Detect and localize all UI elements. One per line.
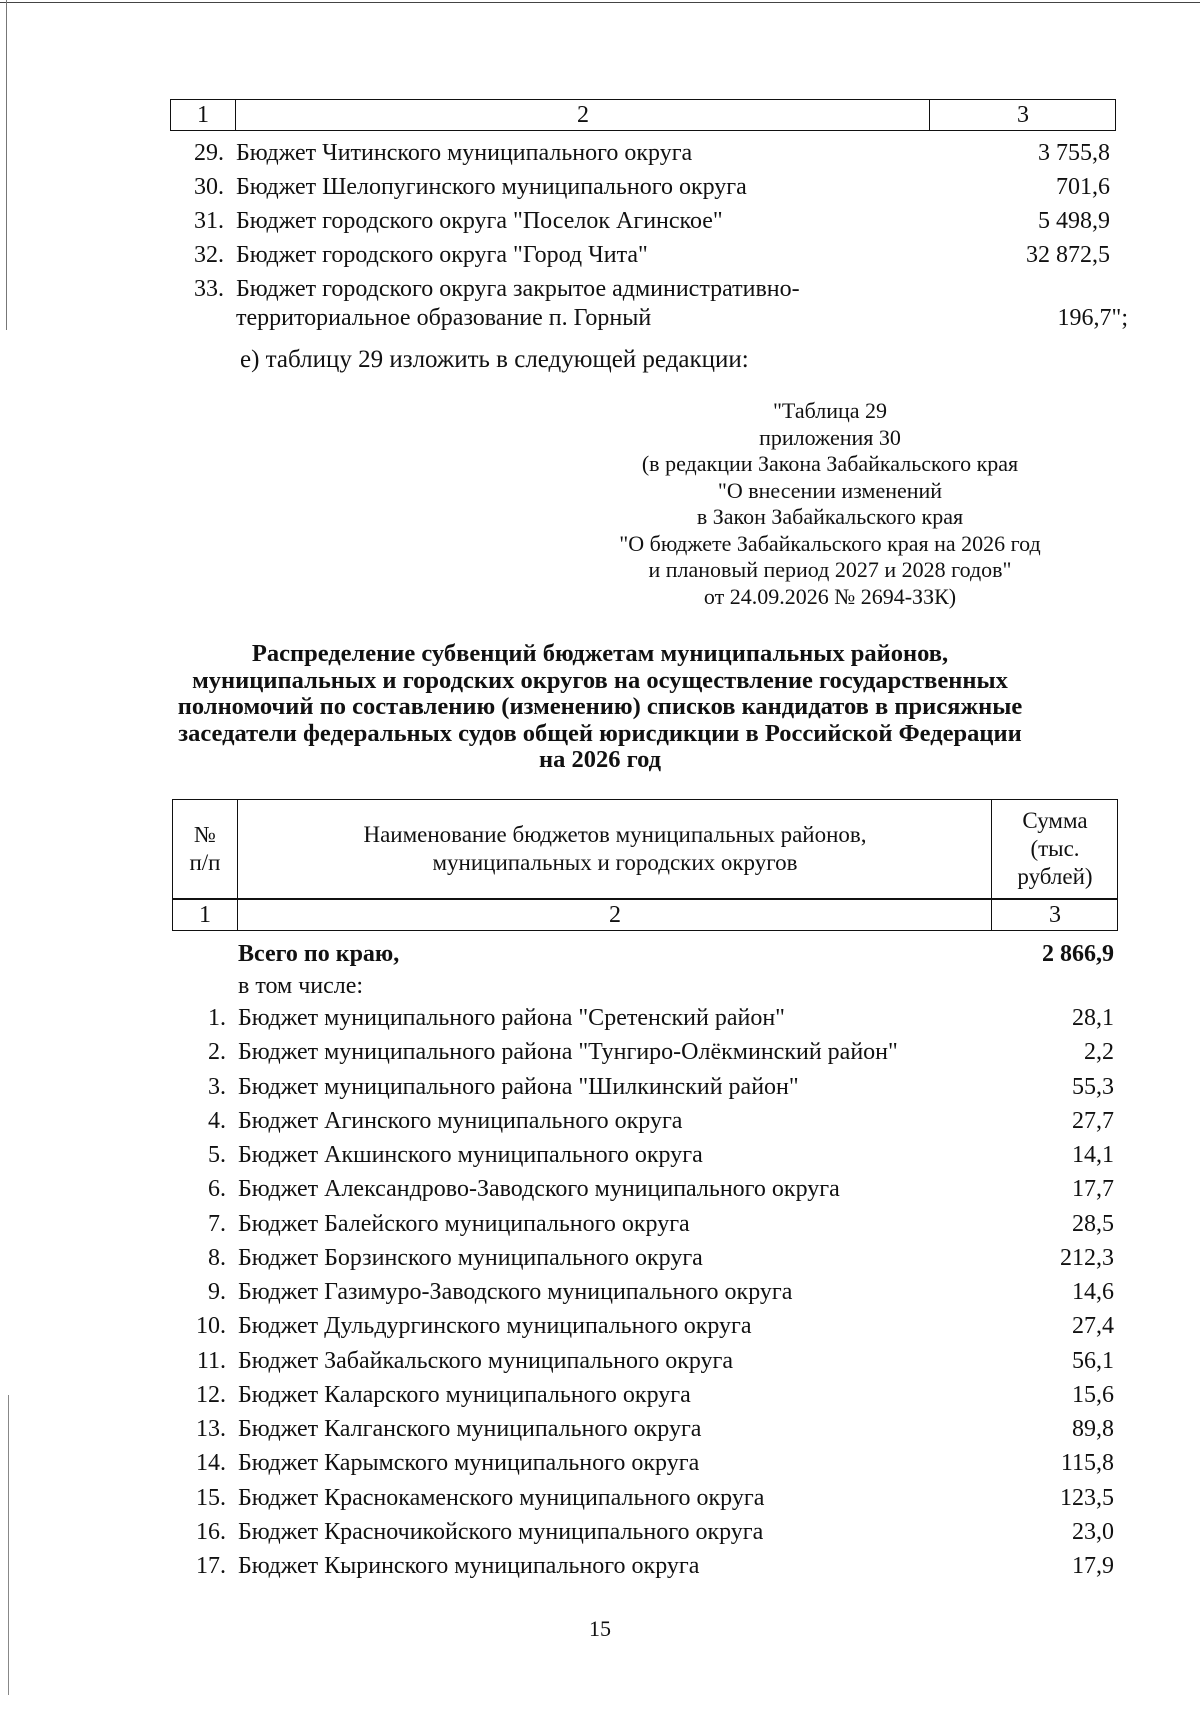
top-table-header bbox=[170, 99, 1116, 131]
header-cell: 3 bbox=[929, 100, 1116, 130]
instruction-text: е) таблицу 29 изложить в следующей редакции: bbox=[240, 346, 749, 373]
row-name: Бюджет Читинского муниципального округа bbox=[236, 140, 693, 166]
total-row bbox=[172, 938, 1114, 970]
caption-line: "Таблица 29 bbox=[772, 398, 888, 423]
table-row bbox=[172, 1105, 1114, 1137]
row-name: Бюджет Кыринского муниципального округа bbox=[238, 1553, 700, 1579]
header-cell: 2 bbox=[237, 900, 992, 930]
row-value: 14,1 bbox=[1072, 1142, 1114, 1168]
header-text: Наименование бюджетов муниципальных районов, bbox=[363, 822, 867, 847]
row-number: 15. bbox=[196, 1484, 226, 1511]
table-row bbox=[172, 1002, 1114, 1034]
document-title bbox=[150, 641, 1050, 774]
row-name: Бюджет Борзинского муниципального округа bbox=[238, 1244, 703, 1271]
row-number: 2. bbox=[208, 1039, 226, 1066]
header-text: муниципальных и городских округов bbox=[432, 850, 798, 875]
row-number: 17. bbox=[196, 1553, 226, 1579]
row-name: Бюджет городского округа "Поселок Агинское" bbox=[236, 208, 723, 234]
scan-edge-line bbox=[6, 0, 7, 330]
page-number: 15 bbox=[589, 1616, 611, 1641]
caption-line: (в редакции Закона Забайкальского края bbox=[641, 451, 1019, 476]
row-value: 23,0 bbox=[1072, 1518, 1114, 1545]
row-value: 115,8 bbox=[1060, 1450, 1114, 1477]
table-row bbox=[170, 273, 1110, 305]
title-line: полномочий по составлению (изменению) списков кандидатов в присяжные bbox=[177, 693, 1023, 720]
row-value: 2,2 bbox=[1084, 1039, 1114, 1066]
table-row bbox=[172, 1276, 1114, 1308]
table-row bbox=[172, 1413, 1114, 1445]
row-number: 8. bbox=[208, 1244, 226, 1271]
including-row bbox=[172, 972, 1114, 1000]
total-label: Всего по краю, bbox=[238, 941, 400, 967]
table-row bbox=[170, 205, 1110, 237]
row-value: 701,6 bbox=[1056, 174, 1110, 200]
caption-line: от 24.09.2026 № 2694-ЗЗК) bbox=[703, 583, 957, 609]
row-value: 3 755,8 bbox=[1038, 140, 1110, 166]
table-row bbox=[170, 137, 1110, 169]
row-name: Бюджет Дульдургинского муниципального округа bbox=[238, 1313, 752, 1340]
total-value: 2 866,9 bbox=[1042, 941, 1114, 967]
header-cell-name bbox=[237, 800, 992, 898]
row-value: 17,7 bbox=[1072, 1176, 1114, 1203]
table-row bbox=[172, 1482, 1114, 1514]
caption-line: в Закон Забайкальского края bbox=[696, 504, 964, 529]
row-number: 13. bbox=[196, 1416, 226, 1442]
row-value: 55,3 bbox=[1072, 1073, 1114, 1100]
table-row bbox=[170, 171, 1110, 203]
row-value: 196,7"; bbox=[1057, 305, 1128, 331]
header-text: п/п bbox=[189, 850, 221, 875]
title-line: муниципальных и городских округов на осуществление государственных bbox=[192, 666, 1008, 694]
row-number: 16. bbox=[196, 1518, 226, 1545]
header-cell: 1 bbox=[197, 102, 209, 128]
row-number: 29. bbox=[194, 140, 224, 166]
table-row bbox=[172, 1310, 1114, 1342]
table-row bbox=[172, 1516, 1114, 1548]
table-row bbox=[172, 1036, 1114, 1068]
scan-edge-line bbox=[0, 2, 1200, 3]
row-value: 14,6 bbox=[1072, 1279, 1114, 1305]
row-name: Бюджет Каларского муниципального округа bbox=[238, 1381, 691, 1408]
row-value: 28,1 bbox=[1072, 1005, 1114, 1031]
header-cell-sum bbox=[991, 800, 1118, 898]
row-number: 11. bbox=[196, 1347, 226, 1374]
header-cell: 1 bbox=[199, 902, 211, 928]
header-cell: 3 bbox=[991, 900, 1118, 930]
including-label: в том числе: bbox=[238, 973, 364, 999]
row-number: 32. bbox=[194, 242, 224, 268]
row-value: 27,7 bbox=[1072, 1107, 1114, 1134]
row-name: Бюджет Александрово-Заводского муниципального округа bbox=[238, 1176, 840, 1203]
title-line: заседатели федеральных судов общей юрисдикции в Российской Федерации bbox=[178, 719, 1022, 747]
row-number: 14. bbox=[196, 1450, 226, 1477]
row-number: 1. bbox=[208, 1005, 226, 1031]
row-name: Бюджет Забайкальского муниципального округа bbox=[238, 1347, 734, 1374]
title-line: Распределение субвенций бюджетам муниципальных районов, bbox=[251, 640, 949, 667]
row-number: 9. bbox=[208, 1279, 226, 1305]
row-name: Бюджет муниципального района "Шилкинский район" bbox=[238, 1073, 799, 1100]
header-text: № bbox=[194, 822, 216, 847]
main-table-number-header bbox=[172, 899, 1118, 931]
row-number: 6. bbox=[208, 1176, 226, 1203]
row-value: 89,8 bbox=[1072, 1416, 1114, 1442]
table-row bbox=[172, 1139, 1114, 1171]
table-row bbox=[172, 1447, 1114, 1479]
row-value: 123,5 bbox=[1060, 1484, 1114, 1511]
row-name: Бюджет Карымского муниципального округа bbox=[238, 1450, 700, 1477]
caption-line: и плановый период 2027 и 2028 годов" bbox=[648, 557, 1012, 582]
row-name-line2: территориальное образование п. Горный bbox=[236, 305, 652, 331]
row-value: 28,5 bbox=[1072, 1210, 1114, 1237]
header-text: Сумма bbox=[1022, 808, 1088, 833]
table-row bbox=[172, 1208, 1114, 1240]
main-table-header bbox=[172, 799, 1118, 899]
row-value: 32 872,5 bbox=[1026, 242, 1110, 268]
caption-line: приложения 30 bbox=[759, 424, 901, 450]
row-value: 27,4 bbox=[1072, 1313, 1114, 1340]
caption-block bbox=[540, 398, 1120, 610]
row-name: Бюджет Калганского муниципального округа bbox=[238, 1416, 702, 1442]
caption-line: "О внесении изменений bbox=[717, 477, 943, 503]
row-name: Бюджет городского округа "Город Чита" bbox=[236, 242, 648, 268]
row-number: 3. bbox=[208, 1073, 226, 1100]
row-number: 7. bbox=[208, 1210, 226, 1237]
table-row bbox=[172, 1242, 1114, 1274]
header-cell: 2 bbox=[235, 100, 930, 130]
row-name: Бюджет Агинского муниципального округа bbox=[238, 1107, 683, 1134]
table-row bbox=[170, 239, 1110, 271]
row-name: Бюджет Шелопугинского муниципального округа bbox=[236, 174, 747, 200]
row-value: 5 498,9 bbox=[1038, 208, 1110, 234]
row-value: 15,6 bbox=[1072, 1381, 1114, 1408]
header-cell-number bbox=[173, 800, 237, 898]
row-number: 33. bbox=[194, 276, 224, 302]
table-row bbox=[172, 1379, 1114, 1411]
table-row bbox=[172, 1173, 1114, 1205]
caption-line: "О бюджете Забайкальского края на 2026 год bbox=[619, 530, 1041, 556]
table-row-continuation bbox=[170, 302, 1128, 334]
title-line: на 2026 год bbox=[538, 746, 662, 773]
row-name-line1: Бюджет городского округа закрытое административно- bbox=[236, 276, 800, 302]
row-name: Бюджет муниципального района "Тунгиро-Олёкминский район" bbox=[238, 1039, 898, 1066]
table-row bbox=[172, 1550, 1114, 1582]
row-name: Бюджет Балейского муниципального округа bbox=[238, 1210, 690, 1237]
table-row bbox=[172, 1071, 1114, 1103]
row-name: Бюджет Красночикойского муниципального округа bbox=[238, 1518, 764, 1545]
row-value: 212,3 bbox=[1060, 1244, 1114, 1271]
row-number: 30. bbox=[194, 174, 224, 200]
row-value: 56,1 bbox=[1072, 1347, 1114, 1374]
row-number: 31. bbox=[194, 208, 224, 234]
table-row bbox=[172, 1345, 1114, 1377]
row-number: 5. bbox=[208, 1142, 226, 1168]
row-name: Бюджет Акшинского муниципального округа bbox=[238, 1142, 703, 1168]
header-text: (тыс. bbox=[1030, 836, 1080, 861]
row-value: 17,9 bbox=[1072, 1553, 1114, 1579]
row-name: Бюджет муниципального района "Сретенский район" bbox=[238, 1005, 785, 1031]
row-name: Бюджет Краснокаменского муниципального округа bbox=[238, 1484, 765, 1511]
scan-edge-line bbox=[8, 1395, 9, 1695]
header-text: рублей) bbox=[1017, 864, 1093, 889]
row-number: 10. bbox=[196, 1313, 226, 1340]
row-name: Бюджет Газимуро-Заводского муниципального округа bbox=[238, 1279, 793, 1305]
row-number: 12. bbox=[196, 1381, 226, 1408]
row-number: 4. bbox=[208, 1107, 226, 1134]
